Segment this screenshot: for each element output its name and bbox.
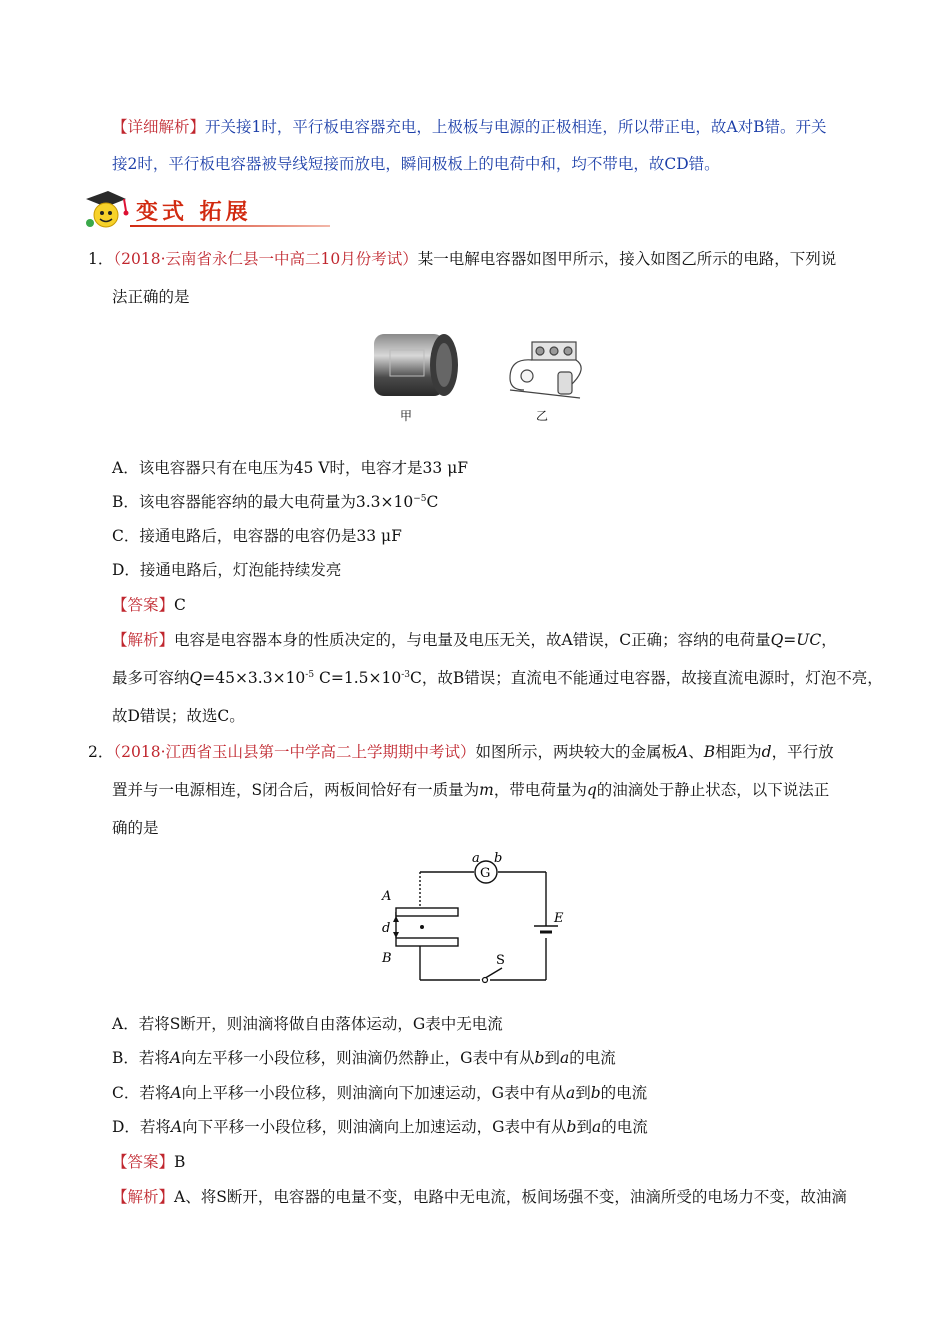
q2-analysis-line-1: 【解析】A、将S断开，电容器的电量不变，电路中无电流，板间场强不变，油滴所受的电场力不变，故油滴 [112, 1188, 847, 1206]
q1-analysis-line-2: 最多可容纳$Q=45\times 3.3\times 10^{-5}$ $C=1.5\times 10^{-3}C$，故B错误；直流电不能通过电容器，故接直流电源时，灯泡不亮， [112, 669, 883, 687]
circuit-photo [510, 342, 581, 398]
electrolytic-capacitor-photo [368, 334, 458, 422]
q1-option-c: C．接通电路后，电容器的电容仍是33 μF [112, 527, 402, 545]
explanation-text-1: 开关接1时，平行板电容器充电，上极板与电源的正极相连，所以带正电，故A对B错。开关 [205, 118, 827, 136]
svg-text:E: E [554, 911, 564, 926]
svg-text:S: S [496, 953, 505, 968]
plate-b [396, 938, 458, 946]
q1-analysis-line-3: 故D错误；故选C。 [112, 707, 245, 725]
q1-figure [360, 328, 592, 428]
q1-analysis-line-1: 【解析】电容是电容器本身的性质决定的，与电量及电压无关，故A错误，C正确；容纳的电荷量Q=UC， [112, 631, 837, 649]
q1-option-b: B．该电容器能容纳的最大电荷量为$3.3\times 10^{-5}C$ [112, 493, 439, 511]
fig-label-b: 乙 [536, 409, 549, 423]
mascot-icon [80, 187, 132, 233]
oil-droplet [420, 925, 424, 929]
section-rule [130, 225, 330, 227]
svg-text:d: d [382, 921, 391, 936]
q1-source: （2018·云南省永仁县一中高二10月份考试） [113, 250, 418, 268]
q2-stem-line-3: 确的是 [112, 819, 159, 837]
q1-option-a: A．该电容器只有在电压为45 V时，电容才是33 μF [112, 459, 469, 477]
q1-stem-2: 法正确的是 [112, 288, 190, 306]
q2-answer: 【答案】B [112, 1153, 186, 1171]
q1-stem-1: 某一电解电容器如图甲所示，接入如图乙所示的电路，下列说 [417, 250, 837, 268]
q2-stem-line-2: 置并与一电源相连，S闭合后，两板间恰好有一质量为m，带电荷量为q的油滴处于静止状态，以下说法正 [112, 781, 830, 799]
q1-stem-line-1 [88, 248, 865, 270]
q1-option-d: D．接通电路后，灯泡能持续发亮 [112, 561, 342, 579]
q1-answer: 【答案】C [112, 596, 186, 614]
explanation-line-1 [112, 116, 865, 138]
plate-a [396, 908, 458, 916]
q2-option-b: B．若将A向左平移一小段位移，则油滴仍然静止，G表中有从b到a的电流 [112, 1049, 616, 1067]
explanation-tag: 【详细解析】 [112, 118, 206, 136]
circuit-wires [396, 872, 546, 980]
svg-text:b: b [494, 851, 503, 866]
section-title: 变式 拓展 [136, 200, 252, 225]
svg-text:a: a [472, 851, 480, 866]
section-banner [80, 187, 260, 231]
q2-circuit-figure [378, 850, 578, 990]
q1-number: 1． [88, 250, 114, 268]
q2-option-a: A．若将S断开，则油滴将做自由落体运动，G表中无电流 [112, 1015, 503, 1033]
switch-contact [483, 978, 488, 983]
svg-text:G: G [480, 866, 491, 881]
svg-text:A: A [382, 889, 392, 904]
q2-option-d: D．若将A向下平移一小段位移，则油滴向上加速运动，G表中有从b到a的电流 [112, 1118, 648, 1136]
fig-label-a: 甲 [400, 409, 413, 423]
q2-option-c: C．若将A向上平移一小段位移，则油滴向下加速运动，G表中有从a到b的电流 [112, 1084, 648, 1102]
q2-source: （2018·江西省玉山县第一中学高二上学期期中考试） [113, 743, 476, 761]
svg-text:B: B [382, 951, 392, 966]
q2-stem-line-1: 2．（2018·江西省玉山县第一中学高二上学期期中考试）如图所示，两块较大的金属板A、B相距为d，平行放 [88, 743, 834, 761]
explanation-line-2: 接2时，平行板电容器被导线短接而放电，瞬间极板上的电荷中和，均不带电，故CD错。 [112, 155, 720, 173]
